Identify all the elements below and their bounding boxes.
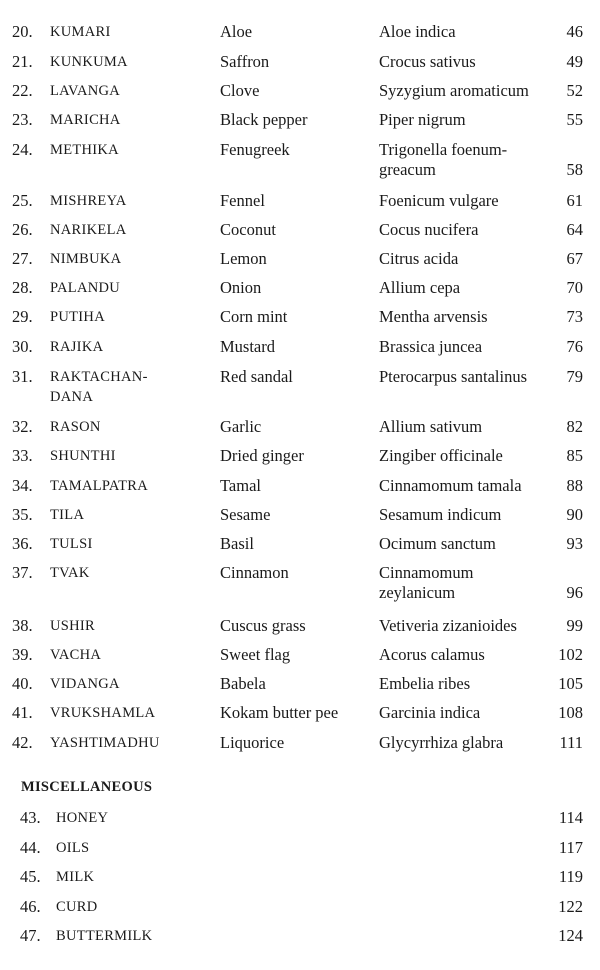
page-number: 85 — [566, 446, 583, 465]
entry-number: 43. — [20, 808, 41, 827]
entry-number: 36. — [12, 534, 33, 553]
page-number: 70 — [566, 278, 583, 297]
entry-number: 47. — [20, 926, 41, 945]
page-number: 88 — [566, 476, 583, 495]
english-name: Cuscus grass — [220, 616, 306, 635]
sanskrit-name: VACHA — [50, 647, 102, 663]
page-number: 64 — [566, 220, 583, 239]
latin-name: Crocus sativus — [379, 52, 476, 71]
misc-item-name: OILS — [56, 840, 90, 856]
english-name: Mustard — [220, 337, 275, 356]
entry-number: 40. — [12, 674, 33, 693]
entry-number: 26. — [12, 220, 33, 239]
misc-item-name: BUTTERMILK — [56, 928, 153, 944]
entry-number: 37. — [12, 563, 33, 582]
entry-number: 23. — [12, 110, 33, 129]
english-name: Dried ginger — [220, 446, 304, 465]
sanskrit-name: MARICHA — [50, 112, 121, 128]
latin-name: Foenicum vulgare — [379, 191, 499, 210]
latin-name: Garcinia indica — [379, 703, 481, 722]
sanskrit-name: TVAK — [50, 565, 90, 581]
entry-number: 20. — [12, 22, 33, 41]
sanskrit-name: KUNKUMA — [50, 54, 128, 70]
page-number: 117 — [558, 838, 583, 857]
english-name: Corn mint — [220, 307, 288, 326]
entry-number: 25. — [12, 191, 33, 210]
english-name: Black pepper — [220, 110, 308, 129]
english-name: Garlic — [220, 417, 262, 436]
english-name: Liquorice — [220, 733, 285, 752]
entry-number: 39. — [12, 645, 33, 664]
entry-number: 42. — [12, 733, 33, 752]
latin-name: Vetiveria zizanioides — [379, 616, 517, 635]
entry-number: 21. — [12, 52, 33, 71]
latin-name: Brassica juncea — [379, 337, 483, 356]
entry-number: 44. — [20, 838, 41, 857]
latin-name: Cinnamomum tamala — [379, 476, 522, 495]
latin-name: Zingiber officinale — [379, 446, 503, 465]
page-number: 114 — [558, 808, 583, 827]
english-name: Red sandal — [220, 367, 293, 386]
english-name: Aloe — [220, 22, 253, 41]
page-number: 67 — [566, 249, 583, 268]
sanskrit-name: NARIKELA — [50, 222, 127, 238]
page-number: 102 — [558, 645, 583, 664]
entry-number: 29. — [12, 307, 33, 326]
entry-number: 22. — [12, 81, 33, 100]
english-name: Coconut — [220, 220, 276, 239]
page-number: 122 — [558, 897, 583, 916]
section-heading-miscellaneous: MISCELLANEOUS — [21, 779, 153, 795]
latin-name: Trigonella foenum- greacum — [379, 140, 508, 179]
latin-name: Syzygium aromaticum — [379, 81, 529, 100]
page-number: 82 — [566, 417, 583, 436]
sanskrit-name: KUMARI — [50, 24, 111, 40]
english-name: Babela — [220, 674, 266, 693]
page-number: 119 — [558, 867, 583, 886]
sanskrit-name: VRUKSHAMLA — [50, 705, 156, 721]
entry-number: 38. — [12, 616, 33, 635]
latin-name: Acorus calamus — [379, 645, 485, 664]
latin-name: Citrus acida — [379, 249, 459, 268]
page-number: 96 — [566, 583, 583, 602]
entry-number: 32. — [12, 417, 33, 436]
page-number: 79 — [566, 367, 583, 386]
sanskrit-name: YASHTIMADHU — [50, 735, 160, 751]
sanskrit-name: NIMBUKA — [50, 251, 122, 267]
english-name: Cinnamon — [220, 563, 289, 582]
sanskrit-name: RAKTACHAN- DANA — [50, 369, 148, 405]
entry-number: 30. — [12, 337, 33, 356]
english-name: Sweet flag — [220, 645, 291, 664]
page-number: 124 — [558, 926, 583, 945]
sanskrit-name: PUTIHA — [50, 309, 105, 325]
page-number: 46 — [566, 22, 583, 41]
entry-number: 41. — [12, 703, 33, 722]
latin-name: Sesamum indicum — [379, 505, 502, 524]
page-number: 55 — [566, 110, 583, 129]
sanskrit-name: TILA — [50, 507, 85, 523]
entry-number: 31. — [12, 367, 33, 386]
sanskrit-name: PALANDU — [50, 280, 121, 296]
misc-item-name: HONEY — [56, 810, 109, 826]
sanskrit-name: LAVANGA — [50, 83, 121, 99]
page-number: 52 — [566, 81, 583, 100]
page-number: 111 — [559, 733, 583, 752]
latin-name: Mentha arvensis — [379, 307, 488, 326]
sanskrit-name: TULSI — [50, 536, 93, 552]
sanskrit-name: SHUNTHI — [50, 448, 116, 464]
sanskrit-name: RASON — [50, 419, 101, 435]
page-number: 76 — [566, 337, 583, 356]
english-name: Kokam butter pee — [220, 703, 339, 722]
page-number: 90 — [566, 505, 583, 524]
sanskrit-name: MISHREYA — [50, 193, 127, 209]
latin-name: Cinnamomum zeylanicum — [379, 563, 474, 602]
page-number: 93 — [566, 534, 583, 553]
english-name: Fennel — [220, 191, 265, 210]
sanskrit-name: RAJIKA — [50, 339, 104, 355]
page-number: 61 — [566, 191, 583, 210]
english-name: Onion — [220, 278, 262, 297]
latin-name: Cocus nucifera — [379, 220, 479, 239]
latin-name: Aloe indica — [379, 22, 456, 41]
latin-name: Piper nigrum — [379, 110, 466, 129]
entry-number: 33. — [12, 446, 33, 465]
page-number: 58 — [566, 160, 583, 179]
english-name: Saffron — [220, 52, 270, 71]
latin-name: Allium cepa — [379, 278, 461, 297]
latin-name: Embelia ribes — [379, 674, 471, 693]
entry-number: 27. — [12, 249, 33, 268]
sanskrit-name: USHIR — [50, 618, 96, 634]
misc-item-name: MILK — [56, 869, 95, 885]
page-number: 105 — [558, 674, 583, 693]
entry-number: 28. — [12, 278, 33, 297]
page-number: 108 — [558, 703, 583, 722]
entry-number: 35. — [12, 505, 33, 524]
page-number: 99 — [566, 616, 583, 635]
english-name: Fenugreek — [220, 140, 290, 159]
english-name: Clove — [220, 81, 260, 100]
entry-number: 34. — [12, 476, 33, 495]
page-number: 73 — [566, 307, 583, 326]
english-name: Basil — [220, 534, 254, 553]
latin-name: Allium sativum — [379, 417, 483, 436]
entry-number: 46. — [20, 897, 41, 916]
latin-name: Glycyrrhiza glabra — [379, 733, 504, 752]
sanskrit-name: TAMALPATRA — [50, 478, 148, 494]
sanskrit-name: VIDANGA — [50, 676, 120, 692]
entry-number: 24. — [12, 140, 33, 159]
page-number: 49 — [566, 52, 583, 71]
english-name: Sesame — [220, 505, 271, 524]
latin-name: Ocimum sanctum — [379, 534, 496, 553]
english-name: Lemon — [220, 249, 267, 268]
misc-item-name: CURD — [56, 899, 98, 915]
english-name: Tamal — [220, 476, 261, 495]
latin-name: Pterocarpus santalinus — [379, 367, 528, 386]
entry-number: 45. — [20, 867, 41, 886]
sanskrit-name: METHIKA — [50, 142, 119, 158]
